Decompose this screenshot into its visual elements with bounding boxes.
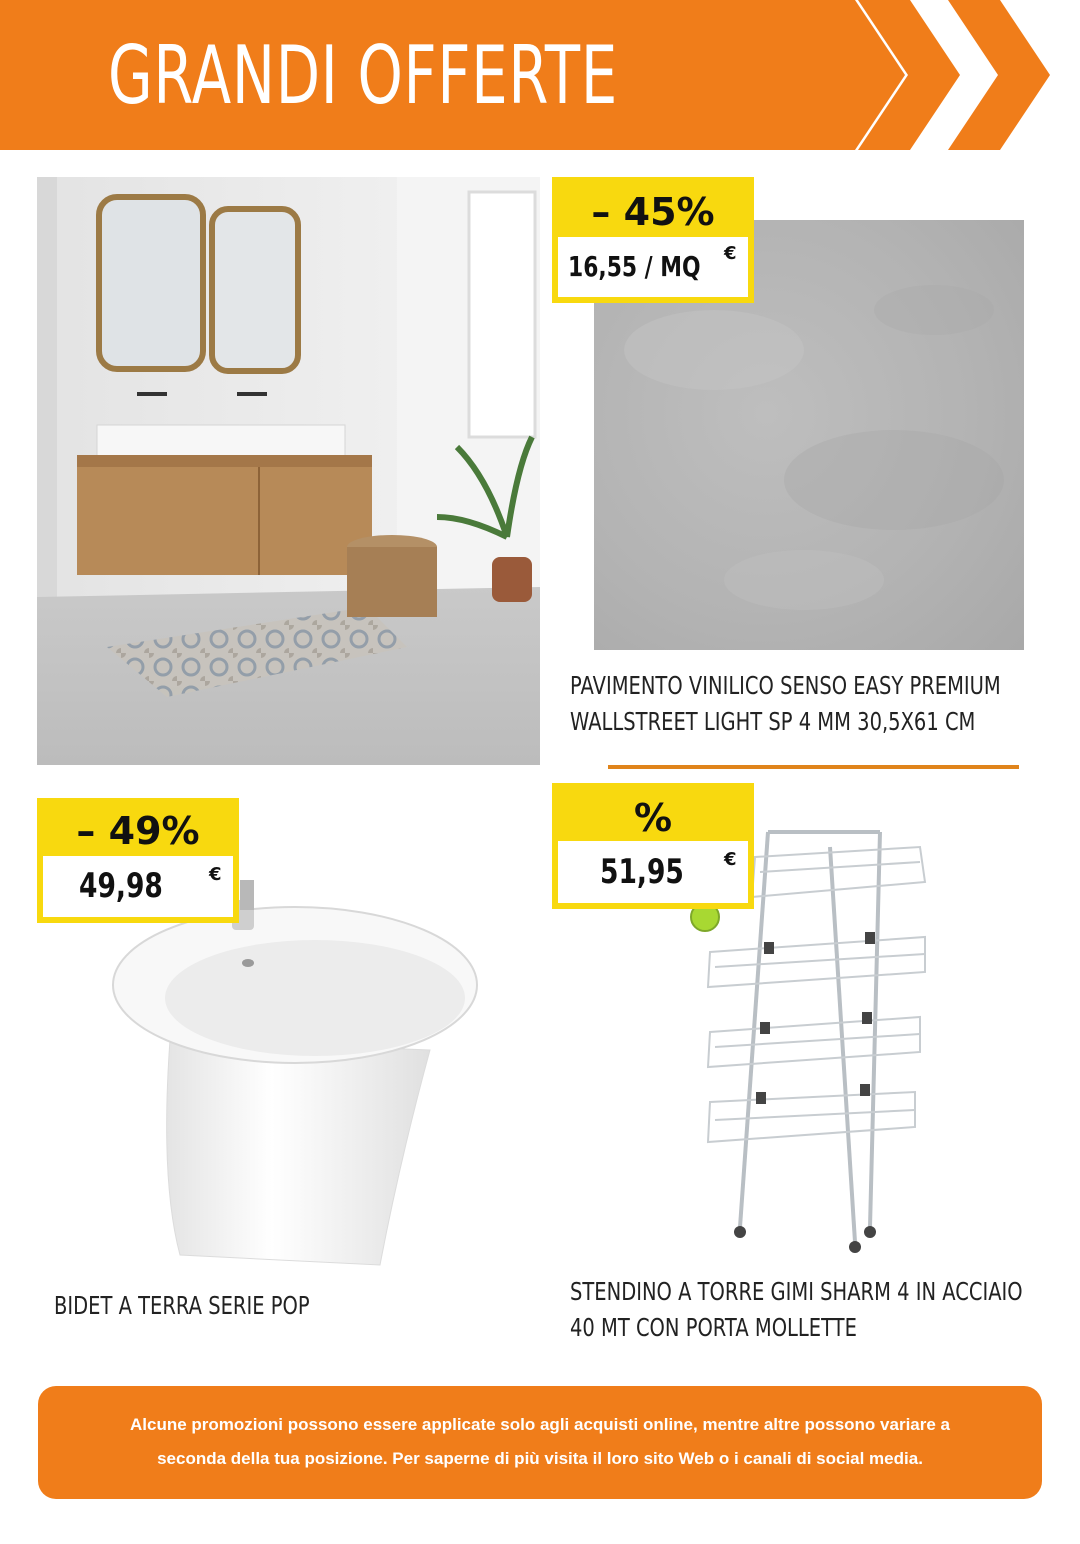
product-name-line: STENDINO A TORRE GIMI SHARM 4 IN ACCIAIO [570,1277,1023,1306]
discount-percent: % [633,796,673,840]
price-box [558,237,748,297]
discount-badge-bidet [37,798,239,923]
price-box [43,856,233,917]
footer-disclaimer [38,1386,1042,1499]
price-box [558,841,748,903]
product-name-line: BIDET A TERRA SERIE POP [54,1291,310,1320]
discount-badge-vinyl-floor [552,177,754,303]
page-title: GRANDI OFFERTE [108,29,618,122]
product-name-line: 40 MT CON PORTA MOLLETTE [570,1313,857,1342]
disclaimer-line: Alcune promozioni possono essere applicate solo agli acquisti online, mentre altre possono variare a [130,1415,950,1434]
product-name-line: PAVIMENTO VINILICO SENSO EASY PREMIUM [570,671,1001,700]
header-banner [0,0,1080,150]
price-value: 49,98 [79,866,163,906]
product-name-drying-rack [570,1274,1023,1346]
currency-symbol: € [209,864,222,885]
discount-percent: – 45% [591,190,715,234]
product-name-line: WALLSTREET LIGHT SP 4 MM 30,5X61 CM [570,707,976,736]
currency-symbol: € [724,243,737,264]
disclaimer-line: seconda della tua posizione. Per saperne di più visita il loro sito Web o i canali di social media. [157,1449,923,1468]
currency-symbol: € [724,849,737,870]
discount-badge-drying-rack [552,783,754,909]
discount-percent: – 49% [76,809,200,853]
product-name-bidet [54,1288,310,1324]
chevron-right-icon [948,0,1050,150]
product-name-vinyl-floor [570,668,1001,740]
section-divider [608,765,1019,769]
bathroom-photo [37,177,540,765]
price-value: 16,55 / MQ [568,250,701,283]
price-value: 51,95 [600,852,684,892]
